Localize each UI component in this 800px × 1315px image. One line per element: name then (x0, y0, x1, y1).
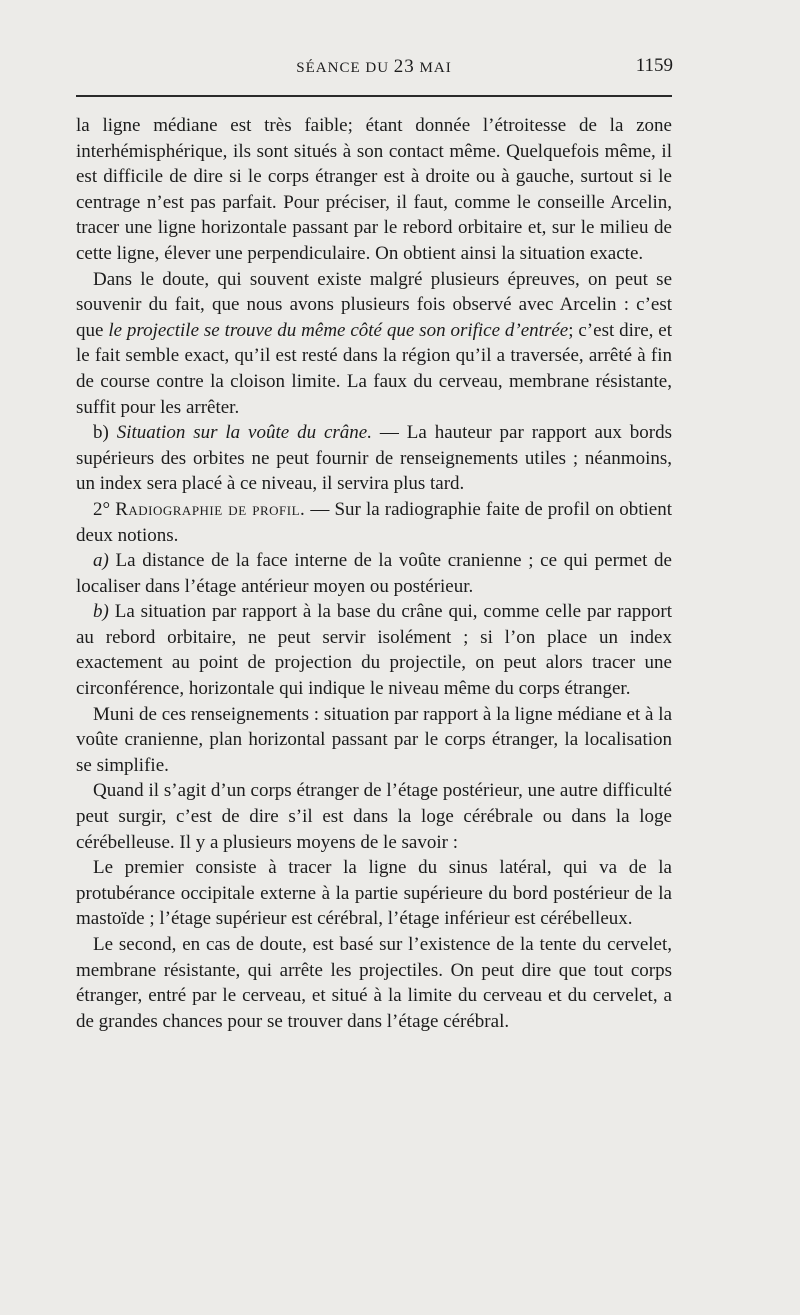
paragraph-9: Le premier consiste à tracer la ligne du sinus latéral, qui va de la protubérance occipitale externe à la partie supérieure du bord postérieur de la mastoïde ; l’étage supérieur est cérébral, l’étage inférieur est cérébelleux. (76, 857, 672, 930)
paragraph-6: b) La situation par rapport à la base du crâne qui, comme celle par rapport au rebord orbitaire, ne peut servir isolément ; si l’on place un index exactement au point de projection du projectile, on peut alors tracer une circonférence, horizontale qui indique le niveau même du corps étranger. (76, 601, 672, 700)
paragraph-10: Le second, en cas de doute, est basé sur l’existence de la tente du cervelet, membrane résistante, qui arrête les projectiles. On peut dire que tout corps étranger, entré par le cerveau, et situé à la limite du cerveau et du cervelet, a de grandes chances pour se trouver dans l’étage cérébral. (76, 934, 672, 1032)
paragraph-2-italic: le projectile se trouve du même côté que son orifice d’entrée (108, 319, 569, 341)
header-day: 23 (393, 56, 415, 77)
page-number: 1159 (635, 55, 673, 76)
subheading-situation-voute: Situation sur la voûte du crâne. (116, 422, 372, 444)
paragraph-1: la ligne médiane est très faible; étant donnée l’étroitesse de la zone interhémisphérique, ils sont situés à son contact même. Quelquefois même, il est difficile de dire si le corps étranger est à droite ou à gauche, surtout si le centrage n’est pas parfait. Pour préciser, il faut, comme le conseille Arcelin, tracer une ligne horizontale passant par le rebord orbitaire et, sur le milieu de cette ligne, élever une perpendiculaire. On obtient ainsi la situation exacte. (76, 115, 672, 264)
paragraph-3: b) Situation sur la voûte du crâne. — La hauteur par rapport aux bords supérieurs des orbites ne peut fournir de renseignements utiles ; néanmoins, un index sera placé à ce niveau, il servira plus tard. (76, 422, 673, 495)
running-header (76, 56, 672, 80)
paragraph-8: Quand il s’agit d’un corps étranger de l’étage postérieur, une autre difficulté peut surgir, c’est de dire s’il est dans la loge cérébrale ou dans la loge cérébelleuse. Il y a plusieurs moyens de le savoir : (76, 780, 672, 853)
subheading-radiographie-profil: Radiographie de profil. (115, 498, 306, 520)
paragraph-2: Dans le doute, qui souvent existe malgré plusieurs épreuves, on peut se souvenir du fait, que nous avons plusieurs fois observé avec Arcelin : c’est que le projectile se trouve du même côté que son orifice d’entrée; c’est dire, et le fait semble exact, qu’il est resté dans la région qu’il a traversée, arrêté à fin de course contre la cloison limite. La faux du cerveau, membrane résistante, suffit pour les arrêter. (76, 268, 672, 418)
paragraph-4: 2° Radiographie de profil. — Sur la radiographie faite de profil on obtient deux notions. (76, 498, 672, 546)
header-title: SÉANCE DU 23 MAI (296, 56, 452, 77)
paragraph-7: Muni de ces renseignements : situation par rapport à la ligne médiane et à la voûte cranienne, plan horizontal passant par le corps étranger, la localisation se simplifie. (76, 703, 672, 776)
header-rule (76, 95, 672, 97)
paragraph-5: a) La distance de la face interne de la voûte cranienne ; ce qui permet de localiser dans l’étage antérieur moyen ou postérieur. (76, 550, 672, 597)
body-text (76, 113, 672, 1034)
